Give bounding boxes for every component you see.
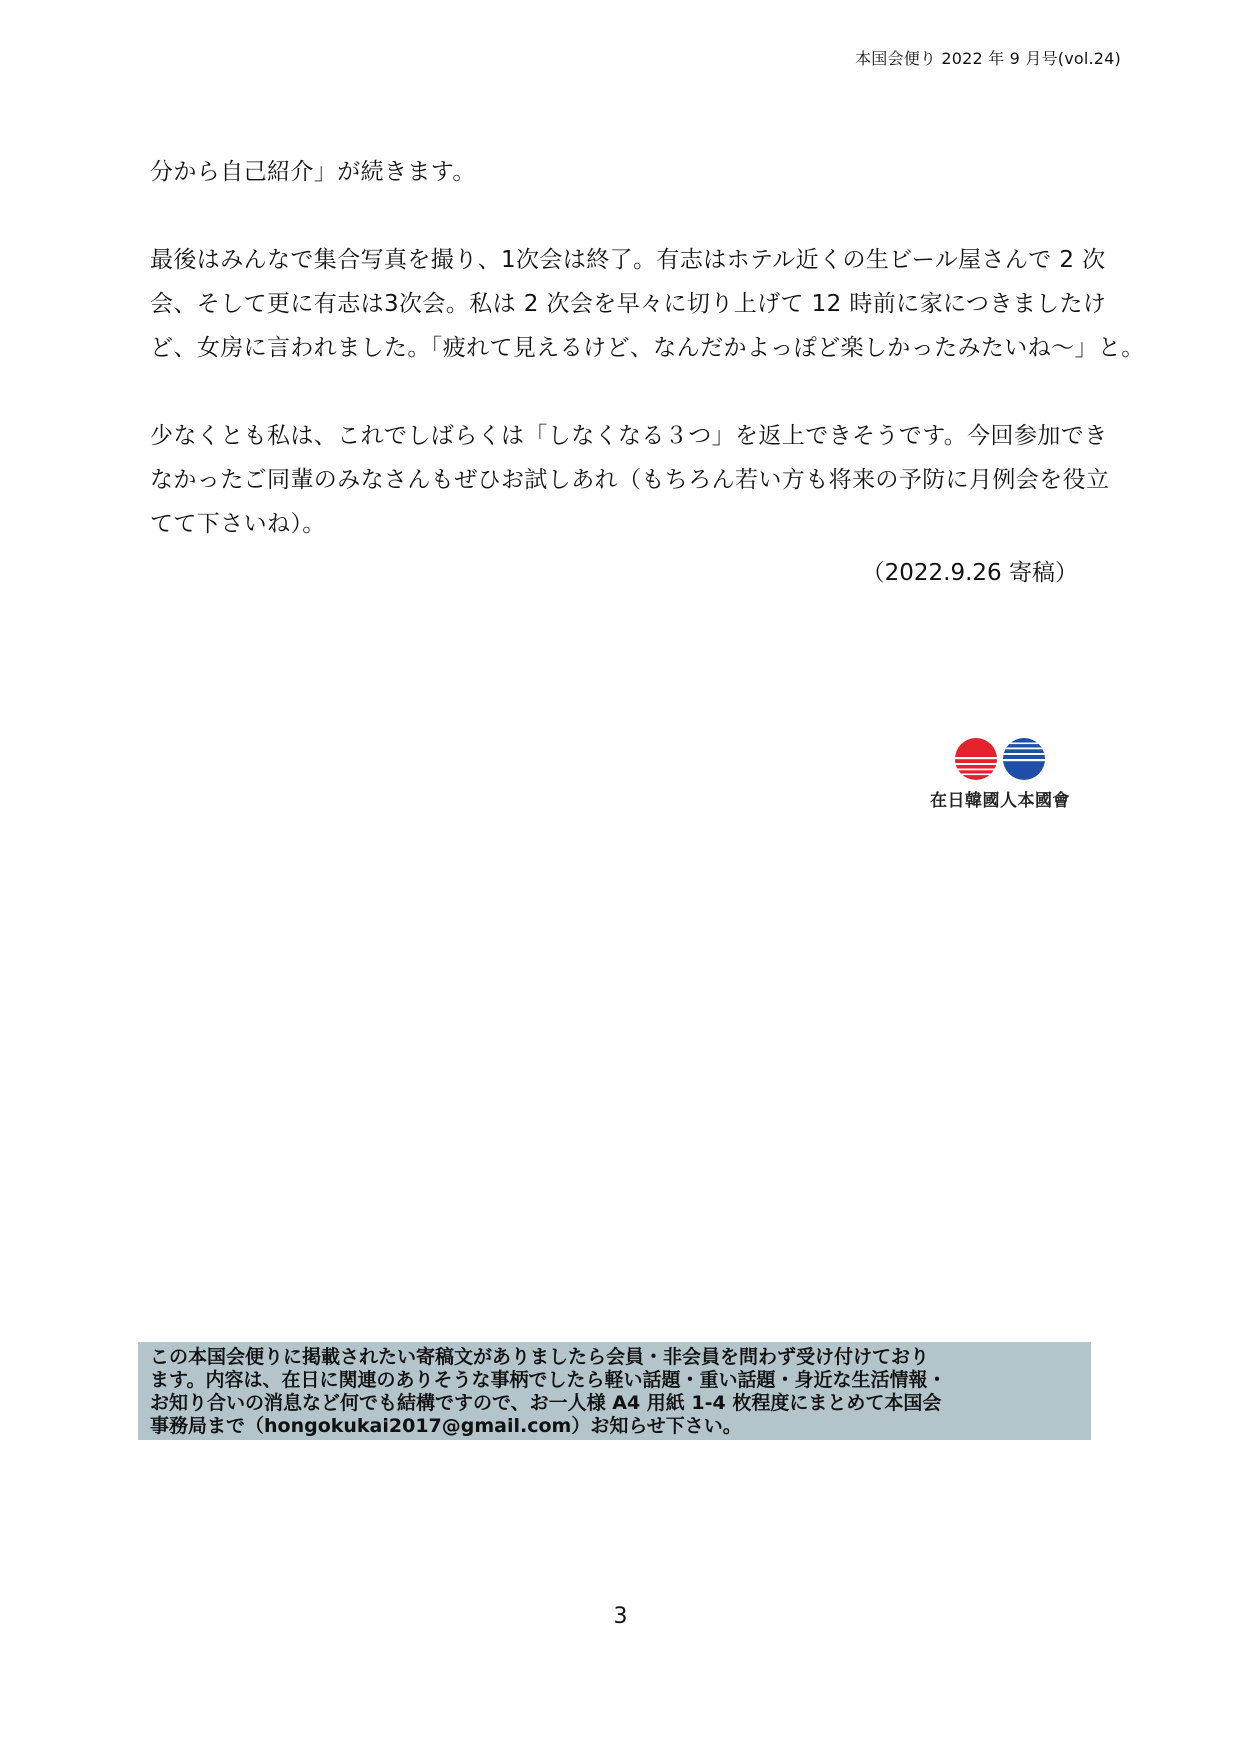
notice-line: この本国会便りに掲載されたい寄稿文がありましたら会員・非会員を問わず受け付けており [150, 1346, 930, 1368]
paragraph-line: 分から自己紹介」が続きます。 [150, 159, 476, 185]
article-paragraph-2 [150, 238, 1145, 370]
organization-logo [920, 736, 1080, 811]
paragraph-line: ど、女房に言われました。「疲れて見えるけど、なんだかよっぽど楽しかったみたいね～」と。 [150, 335, 1145, 361]
notice-line: 事務局まで（hongokukai2017@gmail.com）お知らせ下さい。 [150, 1415, 742, 1437]
article-signoff-date: （2022.9.26 寄稿） [861, 560, 1078, 586]
paragraph-line: 会、そして更に有志は3次会。私は 2 次会を早々に切り上げて 12 時前に家につきましたけ [150, 291, 1107, 317]
paragraph-line: てて下さいね）。 [150, 511, 326, 537]
paragraph-line: なかったご同輩のみなさんもぜひお試しあれ（もちろん若い方も将来の予防に月例会を役立 [150, 467, 1110, 493]
submission-notice-box [138, 1342, 1091, 1440]
article-paragraph-3 [150, 414, 1110, 546]
logo-blue-circle [1000, 736, 1046, 782]
paragraph-line: 最後はみんなで集合写真を撮り、1次会は終了。有志はホテル近くの生ビール屋さんで 2 次 [150, 247, 1106, 273]
article-paragraph-1 [150, 150, 1100, 194]
notice-line: ます。内容は、在日に関連のありそうな事柄でしたら軽い話題・重い話題・身近な生活情報・ [150, 1369, 947, 1391]
notice-line: お知り合いの消息など何でも結構ですので、お一人様 A4 用紙 1-4 枚程度にまとめて本国会 [150, 1392, 942, 1414]
paragraph-line: 少なくとも私は、これでしばらくは「しなくなる３つ」を返上できそうです。今回参加でき [150, 423, 1108, 449]
logo-org-name: 在日韓國人本國會 [930, 791, 1070, 811]
page-number: 3 [613, 1604, 628, 1629]
logo-mark-icon [954, 736, 1046, 782]
running-header: 本国会便り 2022 年 9 月号(vol.24) [855, 49, 1121, 68]
logo-red-circle [954, 736, 1000, 782]
